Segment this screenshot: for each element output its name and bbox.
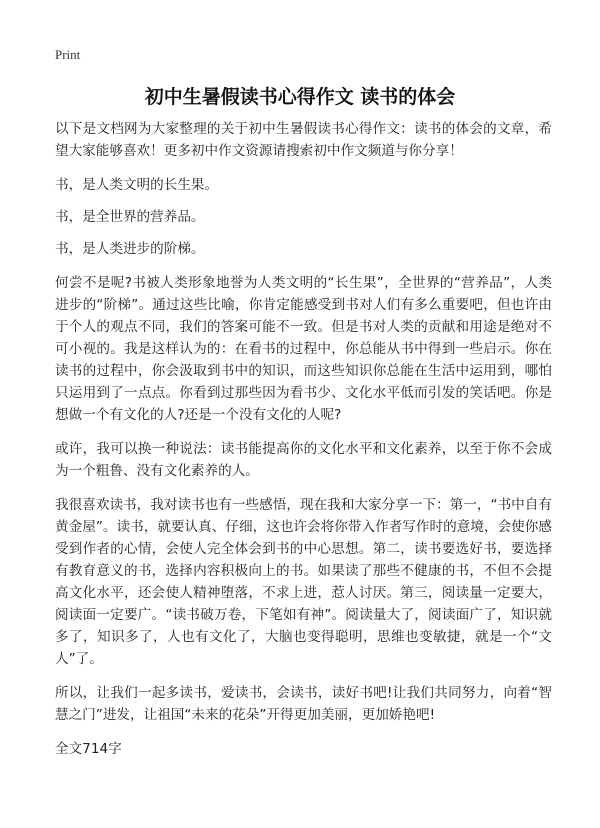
paragraph: 书，是人类文明的长生果。 — [55, 177, 219, 193]
paragraph: 书，是人类进步的阶梯。 — [55, 241, 205, 257]
intro-paragraph: 以下是文档网为大家整理的关于初中生暑假读书心得作文：读书的体会的文章，希望大家能够喜欢！更多初中作文资源请搜索初中作文频道与你分享！ — [55, 121, 552, 159]
page-title: 初中生暑假读书心得作文 读书的体会 — [144, 86, 456, 108]
paragraph: 书，是全世界的营养品。 — [55, 209, 205, 225]
paragraph: 何尝不是呢?书被人类形象地誉为人类文明的“长生果”，全世界的“营养品”，人类进步的“阶梯”。通过这些比喻，你肯定能感受到书对人们有多么重要吧，但也许由于个人的观点不同，我们的答案可能不一致。但是书对人类的贡献和用途是绝对不可小视的。我是这样认为的：在看书的过程中，你总能从书中得到一些启示。你在读书的过程中，你会汲取到书中的知识，而这些知识你总能在生活中运用到，哪怕只运用到了一点点。你看到过那些因为看书少、文化水平低而引发的笑话吧。你是想做一个有文化的人?还是一个没有文化的人呢? — [55, 275, 552, 423]
article-body — [55, 118, 552, 760]
paragraph: 或许，我可以换一种说法：读书能提高你的文化水平和文化素养，以至于你不会成为一个粗鲁、没有文化素养的人。 — [55, 441, 552, 479]
word-count: 全文714字 — [55, 741, 122, 757]
paragraph: 所以，让我们一起多读书，爱读书，会读书，读好书吧!让我们共同努力，向着“智慧之门”进发，让祖国“未来的花朵”开得更加美丽，更加娇艳吧! — [55, 685, 552, 723]
print-link[interactable]: Print — [55, 47, 81, 62]
paragraph: 我很喜欢读书，我对读书也有一些感悟，现在我和大家分享一下：第一，“书中自有黄金屋”。读书，就要认真、仔细，这也许会将你带入作者写作时的意境，会使你感受到作者的心情，会使人完全体会到书的中心思想。第二，读书要选好书，要选择有教育意义的书，选择内容积极向上的书。如果读了那些不健康的书，不但不会提高文化水平，还会使人精神堕落，不求上进，惹人讨厌。第三，阅读量一定要大，阅读面一定要广。“读书破万卷，下笔如有神”。阅读量大了，阅读面广了，知识就多了，知识多了，人也有文化了，大脑也变得聪明，思维也变敏捷，就是一个“文人”了。 — [55, 497, 552, 667]
